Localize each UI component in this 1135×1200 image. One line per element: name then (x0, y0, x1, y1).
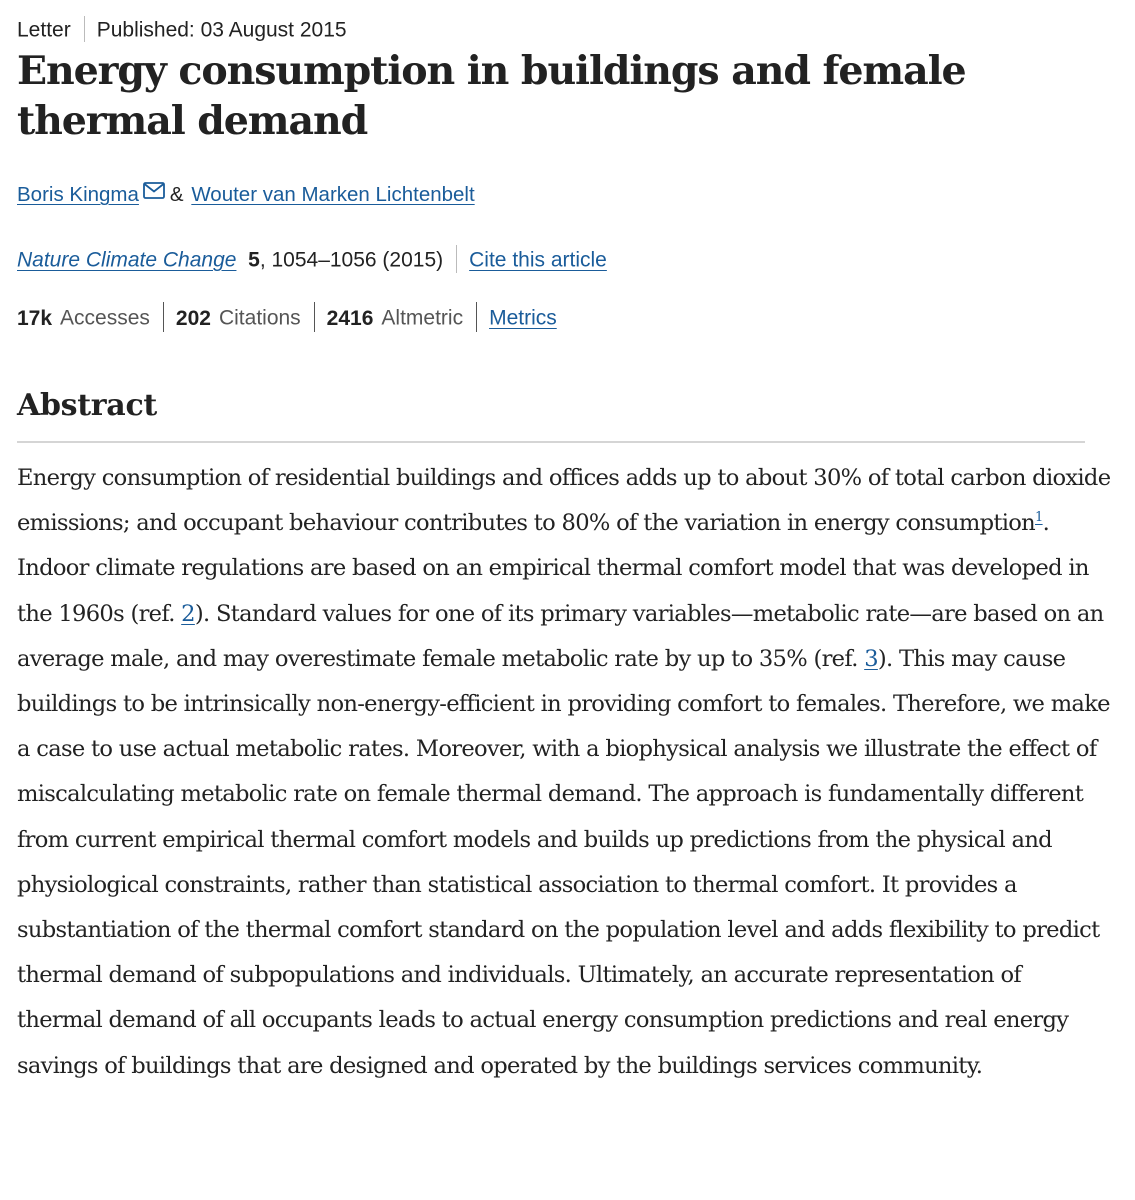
article-type: Letter (17, 18, 71, 42)
accesses-count: 17k (17, 306, 53, 330)
reference-link-2[interactable]: 2 (181, 600, 195, 627)
author-link-kingma[interactable]: Boris Kingma (17, 183, 139, 206)
metrics-divider (476, 302, 477, 332)
article-metrics (17, 304, 557, 334)
metrics-link[interactable]: Metrics (489, 306, 557, 330)
meta-divider (84, 16, 85, 42)
article-meta (17, 18, 347, 44)
journal-citation (17, 247, 607, 275)
reference-link-3[interactable]: 3 (864, 645, 878, 672)
abstract-heading: Abstract (17, 388, 157, 423)
citation-divider (456, 245, 457, 273)
abstract-text: ). Standard values for one of its primary variables—metabolic rate—are based on an average male, and may overestimate female metabolic rate by up to 35% (ref. (17, 600, 1104, 672)
cite-article-link[interactable]: Cite this article (469, 248, 607, 272)
reference-link-1[interactable]: 1 (1035, 510, 1043, 526)
metrics-divider (314, 302, 315, 332)
abstract-text: Energy consumption of residential buildings and offices adds up to about 30% of total carbon dioxide emissions; and occupant behaviour contributes to 80% of the variation in energy consumption (17, 465, 1111, 537)
author-separator: & (169, 183, 184, 206)
citations-count: 202 (175, 306, 211, 330)
metrics-divider (163, 302, 164, 332)
envelope-icon[interactable] (143, 181, 165, 205)
abstract-body (17, 456, 1112, 1089)
abstract-text: ). This may cause buildings to be intrinsically non-energy-efficient in providing comfort to females. Therefore, we make a case to use actual metabolic rates. Moreover, with a biophysical analysis we illustrate the effect of miscalculating metabolic rate on female thermal demand. The approach is fundamentally different from current empirical thermal comfort models and builds up predictions from the physical and physiological constraints, rather than statistical association to thermal comfort. It provides a substantiation of the thermal comfort standard on the population level and adds flexibility to predict thermal demand of subpopulations and individuals. Ultimately, an accurate representation of thermal demand of all occupants leads to actual energy consumption predictions and real energy savings of buildings that are designed and operated by the buildings services community. (17, 645, 1110, 1079)
author-link-lichtenbelt[interactable]: Wouter van Marken Lichtenbelt (191, 183, 475, 206)
journal-volume: 5 (248, 248, 260, 272)
article-title: Energy consumption in buildings and female thermal demand (17, 48, 966, 144)
citations-label: Citations (218, 306, 301, 330)
journal-link[interactable]: Nature Climate Change (17, 248, 237, 272)
author-list (17, 183, 475, 208)
journal-pages: , 1054–1056 (2015) (259, 248, 444, 272)
abstract-text: . Indoor climate regulations are based on an empirical thermal comfort model that was developed in the 1960s (ref. (17, 510, 1089, 627)
accesses-label: Accesses (60, 306, 150, 330)
section-divider (17, 441, 1085, 443)
published-date: Published: 03 August 2015 (96, 18, 347, 42)
altmetric-count: 2416 (326, 306, 374, 330)
altmetric-label: Altmetric (381, 306, 464, 330)
